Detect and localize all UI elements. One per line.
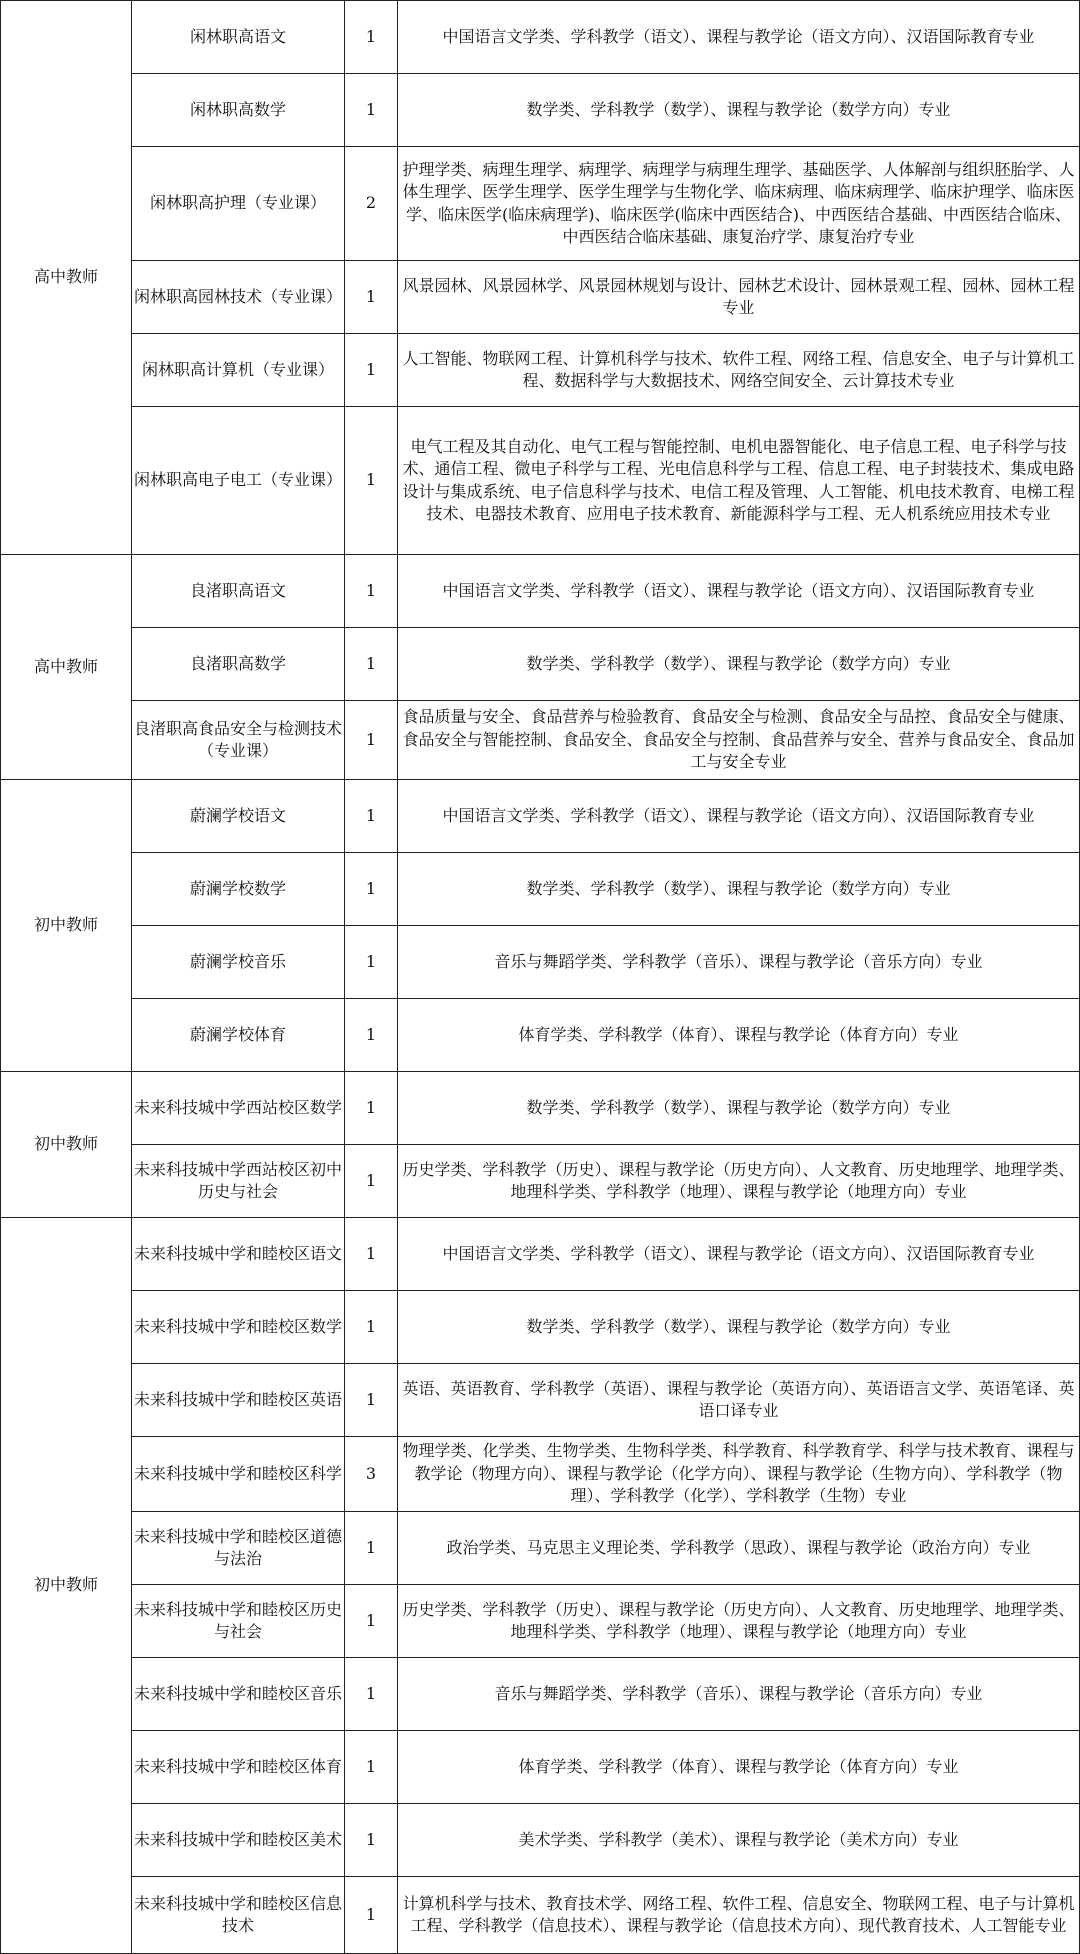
position-cell: 闲林职高护理（专业课） [132, 147, 345, 261]
requirement-cell: 历史学类、学科教学（历史）、课程与教学论（历史方向）、人文教育、历史地理学、地理学类、地理科学类、学科教学（地理）、课程与教学论（地理方向）专业 [398, 1585, 1080, 1658]
requirement-cell: 中国语言文学类、学科教学（语文）、课程与教学论（语文方向）、汉语国际教育专业 [398, 780, 1080, 853]
position-cell: 未来科技城中学和睦校区美术 [132, 1804, 345, 1877]
position-cell: 蔚澜学校数学 [132, 853, 345, 926]
category-cell: 高中教师 [1, 1, 132, 555]
requirement-cell: 数学类、学科教学（数学）、课程与教学论（数学方向）专业 [398, 853, 1080, 926]
requirement-cell: 英语、英语教育、学科教学（英语）、课程与教学论（英语方向）、英语语言文学、英语笔译、英语口译专业 [398, 1364, 1080, 1437]
table-row [1, 1731, 1080, 1804]
position-cell: 未来科技城中学和睦校区数学 [132, 1291, 345, 1364]
position-cell: 未来科技城中学西站校区初中历史与社会 [132, 1145, 345, 1218]
category-cell: 初中教师 [1, 1218, 132, 1954]
count-cell: 3 [345, 1437, 398, 1512]
requirement-cell: 数学类、学科教学（数学）、课程与教学论（数学方向）专业 [398, 628, 1080, 701]
requirement-cell: 政治学类、马克思主义理论类、学科教学（思政）、课程与教学论（政治方向）专业 [398, 1512, 1080, 1585]
table-row [1, 261, 1080, 334]
table-row [1, 628, 1080, 701]
requirement-cell: 音乐与舞蹈学类、学科教学（音乐）、课程与教学论（音乐方向）专业 [398, 926, 1080, 999]
requirement-cell: 数学类、学科教学（数学）、课程与教学论（数学方向）专业 [398, 1072, 1080, 1145]
requirement-cell: 电气工程及其自动化、电气工程与智能控制、电机电器智能化、电子信息工程、电子科学与技术、通信工程、微电子科学与工程、光电信息科学与工程、信息工程、电子封装技术、集成电路设计与集成系统、电子信息科学与技术、电信工程及管理、人工智能、机电技术教育、电梯工程技术、电器技术教育、应用电子技术教育、新能源科学与工程、无人机系统应用技术专业 [398, 407, 1080, 555]
table-row [1, 1804, 1080, 1877]
count-cell: 1 [345, 1, 398, 74]
table-row [1, 701, 1080, 780]
table-row [1, 1437, 1080, 1512]
count-cell: 1 [345, 701, 398, 780]
requirement-cell: 计算机科学与技术、教育技术学、网络工程、软件工程、信息安全、物联网工程、电子与计算机工程、学科教学（信息技术）、课程与教学论（信息技术方向）、现代教育技术、人工智能专业 [398, 1877, 1080, 1954]
category-cell: 初中教师 [1, 780, 132, 1072]
requirement-cell: 音乐与舞蹈学类、学科教学（音乐）、课程与教学论（音乐方向）专业 [398, 1658, 1080, 1731]
table-row [1, 1218, 1080, 1291]
table-row [1, 1145, 1080, 1218]
count-cell: 1 [345, 407, 398, 555]
table-row [1, 780, 1080, 853]
position-cell: 闲林职高计算机（专业课） [132, 334, 345, 407]
count-cell: 1 [345, 261, 398, 334]
position-cell: 闲林职高数学 [132, 74, 345, 147]
position-cell: 蔚澜学校语文 [132, 780, 345, 853]
table-row [1, 407, 1080, 555]
requirement-cell: 数学类、学科教学（数学）、课程与教学论（数学方向）专业 [398, 1291, 1080, 1364]
requirement-cell: 护理学类、病理生理学、病理学、病理学与病理生理学、基础医学、人体解剖与组织胚胎学、人体生理学、医学生理学、医学生理学与生物化学、临床病理、临床病理学、临床护理学、临床医学、临床医学(临床病理学)、临床医学(临床中西医结合)、中西医结合基础、中西医结合临床、中西医结合临床基础、康复治疗学、康复治疗专业 [398, 147, 1080, 261]
category-cell: 高中教师 [1, 555, 132, 780]
count-cell: 2 [345, 147, 398, 261]
count-cell: 1 [345, 1877, 398, 1954]
table-row [1, 555, 1080, 628]
requirement-cell: 历史学类、学科教学（历史）、课程与教学论（历史方向）、人文教育、历史地理学、地理学类、地理科学类、学科教学（地理）、课程与教学论（地理方向）专业 [398, 1145, 1080, 1218]
requirement-cell: 人工智能、物联网工程、计算机科学与技术、软件工程、网络工程、信息安全、电子与计算机工程、数据科学与大数据技术、网络空间安全、云计算技术专业 [398, 334, 1080, 407]
position-cell: 蔚澜学校体育 [132, 999, 345, 1072]
table-row [1, 1585, 1080, 1658]
position-cell: 未来科技城中学和睦校区体育 [132, 1731, 345, 1804]
table-row [1, 147, 1080, 261]
count-cell: 1 [345, 628, 398, 701]
count-cell: 1 [345, 1585, 398, 1658]
requirement-cell: 体育学类、学科教学（体育）、课程与教学论（体育方向）专业 [398, 999, 1080, 1072]
count-cell: 1 [345, 1291, 398, 1364]
count-cell: 1 [345, 1072, 398, 1145]
requirement-cell: 数学类、学科教学（数学）、课程与教学论（数学方向）专业 [398, 74, 1080, 147]
count-cell: 1 [345, 1145, 398, 1218]
table-row [1, 74, 1080, 147]
count-cell: 1 [345, 1731, 398, 1804]
count-cell: 1 [345, 334, 398, 407]
count-cell: 1 [345, 999, 398, 1072]
requirement-cell: 中国语言文学类、学科教学（语文）、课程与教学论（语文方向）、汉语国际教育专业 [398, 1218, 1080, 1291]
count-cell: 1 [345, 555, 398, 628]
position-cell: 良渚职高语文 [132, 555, 345, 628]
count-cell: 1 [345, 926, 398, 999]
count-cell: 1 [345, 1512, 398, 1585]
table-row [1, 853, 1080, 926]
requirement-cell: 中国语言文学类、学科教学（语文）、课程与教学论（语文方向）、汉语国际教育专业 [398, 555, 1080, 628]
count-cell: 1 [345, 1658, 398, 1731]
position-cell: 闲林职高电子电工（专业课） [132, 407, 345, 555]
table-row [1, 1072, 1080, 1145]
table-row [1, 334, 1080, 407]
position-cell: 未来科技城中学和睦校区科学 [132, 1437, 345, 1512]
table-row [1, 1, 1080, 74]
count-cell: 1 [345, 1804, 398, 1877]
position-cell: 闲林职高语文 [132, 1, 345, 74]
requirement-cell: 物理学类、化学类、生物学类、生物科学类、科学教育、科学教育学、科学与技术教育、课程与教学论（物理方向）、课程与教学论（化学方向）、课程与教学论（生物方向）、学科教学（物理）、学科教学（化学）、学科教学（生物）专业 [398, 1437, 1080, 1512]
table-row [1, 1364, 1080, 1437]
table-row [1, 1658, 1080, 1731]
count-cell: 1 [345, 1364, 398, 1437]
position-cell: 良渚职高数学 [132, 628, 345, 701]
requirement-cell: 食品质量与安全、食品营养与检验教育、食品安全与检测、食品安全与品控、食品安全与健康、食品安全与智能控制、食品安全、食品安全与控制、食品营养与安全、营养与食品安全、食品加工与安全专业 [398, 701, 1080, 780]
position-cell: 未来科技城中学和睦校区语文 [132, 1218, 345, 1291]
position-cell: 未来科技城中学和睦校区历史与社会 [132, 1585, 345, 1658]
requirement-cell: 风景园林、风景园林学、风景园林规划与设计、园林艺术设计、园林景观工程、园林、园林工程专业 [398, 261, 1080, 334]
table-row [1, 999, 1080, 1072]
position-cell: 未来科技城中学和睦校区信息技术 [132, 1877, 345, 1954]
position-cell: 未来科技城中学和睦校区英语 [132, 1364, 345, 1437]
requirement-cell: 体育学类、学科教学（体育）、课程与教学论（体育方向）专业 [398, 1731, 1080, 1804]
table-row [1, 1291, 1080, 1364]
requirement-cell: 中国语言文学类、学科教学（语文）、课程与教学论（语文方向）、汉语国际教育专业 [398, 1, 1080, 74]
requirement-cell: 美术学类、学科教学（美术）、课程与教学论（美术方向）专业 [398, 1804, 1080, 1877]
count-cell: 1 [345, 853, 398, 926]
category-cell: 初中教师 [1, 1072, 132, 1218]
count-cell: 1 [345, 780, 398, 853]
position-cell: 良渚职高食品安全与检测技术（专业课） [132, 701, 345, 780]
table-row [1, 926, 1080, 999]
position-cell: 未来科技城中学西站校区数学 [132, 1072, 345, 1145]
position-cell: 闲林职高园林技术（专业课） [132, 261, 345, 334]
count-cell: 1 [345, 1218, 398, 1291]
position-cell: 蔚澜学校音乐 [132, 926, 345, 999]
position-cell: 未来科技城中学和睦校区音乐 [132, 1658, 345, 1731]
table-row [1, 1877, 1080, 1954]
table-row [1, 1512, 1080, 1585]
position-cell: 未来科技城中学和睦校区道德与法治 [132, 1512, 345, 1585]
count-cell: 1 [345, 74, 398, 147]
